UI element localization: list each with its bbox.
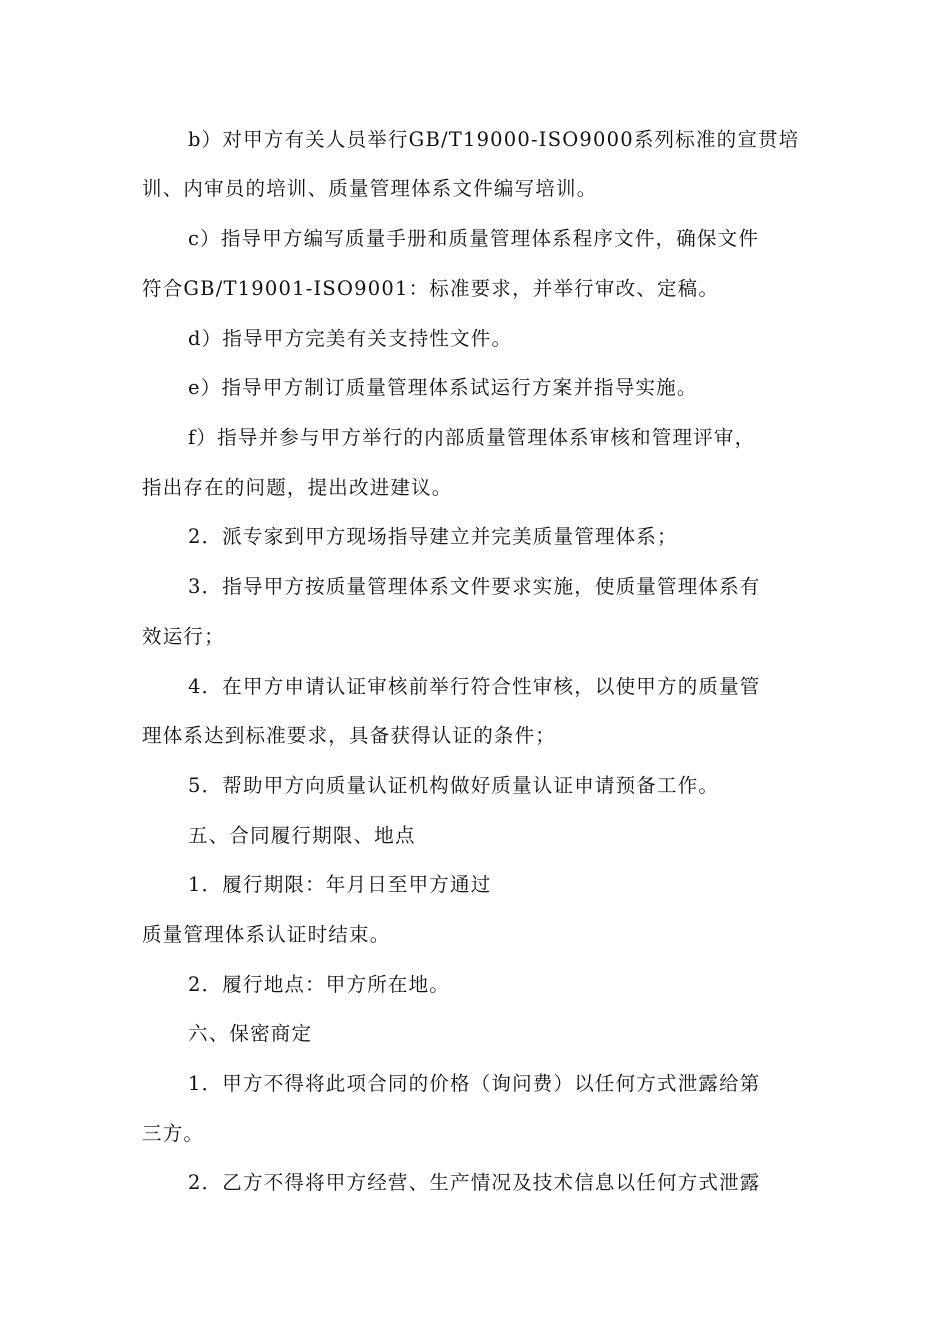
text-line: 2．履行地点：甲方所在地。 xyxy=(188,973,451,996)
text-line: 符合GB/T19001-ISO9001：标准要求，并举行审改、定稿。 xyxy=(142,277,720,300)
text-line: f）指导并参与甲方举行的内部质量管理体系审核和管理评审， xyxy=(188,426,756,449)
text-line: 三方。 xyxy=(142,1122,205,1145)
text-line: 指出存在的问题，提出改进建议。 xyxy=(142,476,453,499)
text-line: 5．帮助甲方向质量认证机构做好质量认证申请预备工作。 xyxy=(188,774,720,797)
text-line: 4．在甲方申请认证审核前举行符合性审核，以使甲方的质量管 xyxy=(188,675,761,698)
section-heading: 六、保密商定 xyxy=(188,1022,313,1045)
text-line: e）指导甲方制订质量管理体系试运行方案并指导实施。 xyxy=(188,376,698,399)
text-line: 质量管理体系认证时结束。 xyxy=(142,923,391,946)
text-line: 1．履行期限：年月日至甲方通过 xyxy=(188,873,492,896)
section-heading: 五、合同履行期限、地点 xyxy=(188,824,416,847)
text-line: d）指导甲方完美有关支持性文件。 xyxy=(188,327,513,350)
text-line: c）指导甲方编写质量手册和质量管理体系程序文件，确保文件 xyxy=(188,227,760,250)
text-line: 训、内审员的培训、质量管理体系文件编写培训。 xyxy=(142,177,598,200)
text-line: 效运行； xyxy=(142,625,225,648)
text-line: b）对甲方有关人员举行GB/T19000-ISO9000系列标准的宣贯培 xyxy=(188,128,800,151)
text-line: 理体系达到标准要求，具备获得认证的条件； xyxy=(142,724,557,747)
text-line: 2．乙方不得将甲方经营、生产情况及技术信息以任何方式泄露 xyxy=(188,1171,761,1194)
text-line: 1．甲方不得将此项合同的价格（询问费）以任何方式泄露给第 xyxy=(188,1072,761,1095)
text-line: 2．派专家到甲方现场指导建立并完美质量管理体系； xyxy=(188,525,678,548)
text-line: 3．指导甲方按质量管理体系文件要求实施，使质量管理体系有 xyxy=(188,575,761,598)
